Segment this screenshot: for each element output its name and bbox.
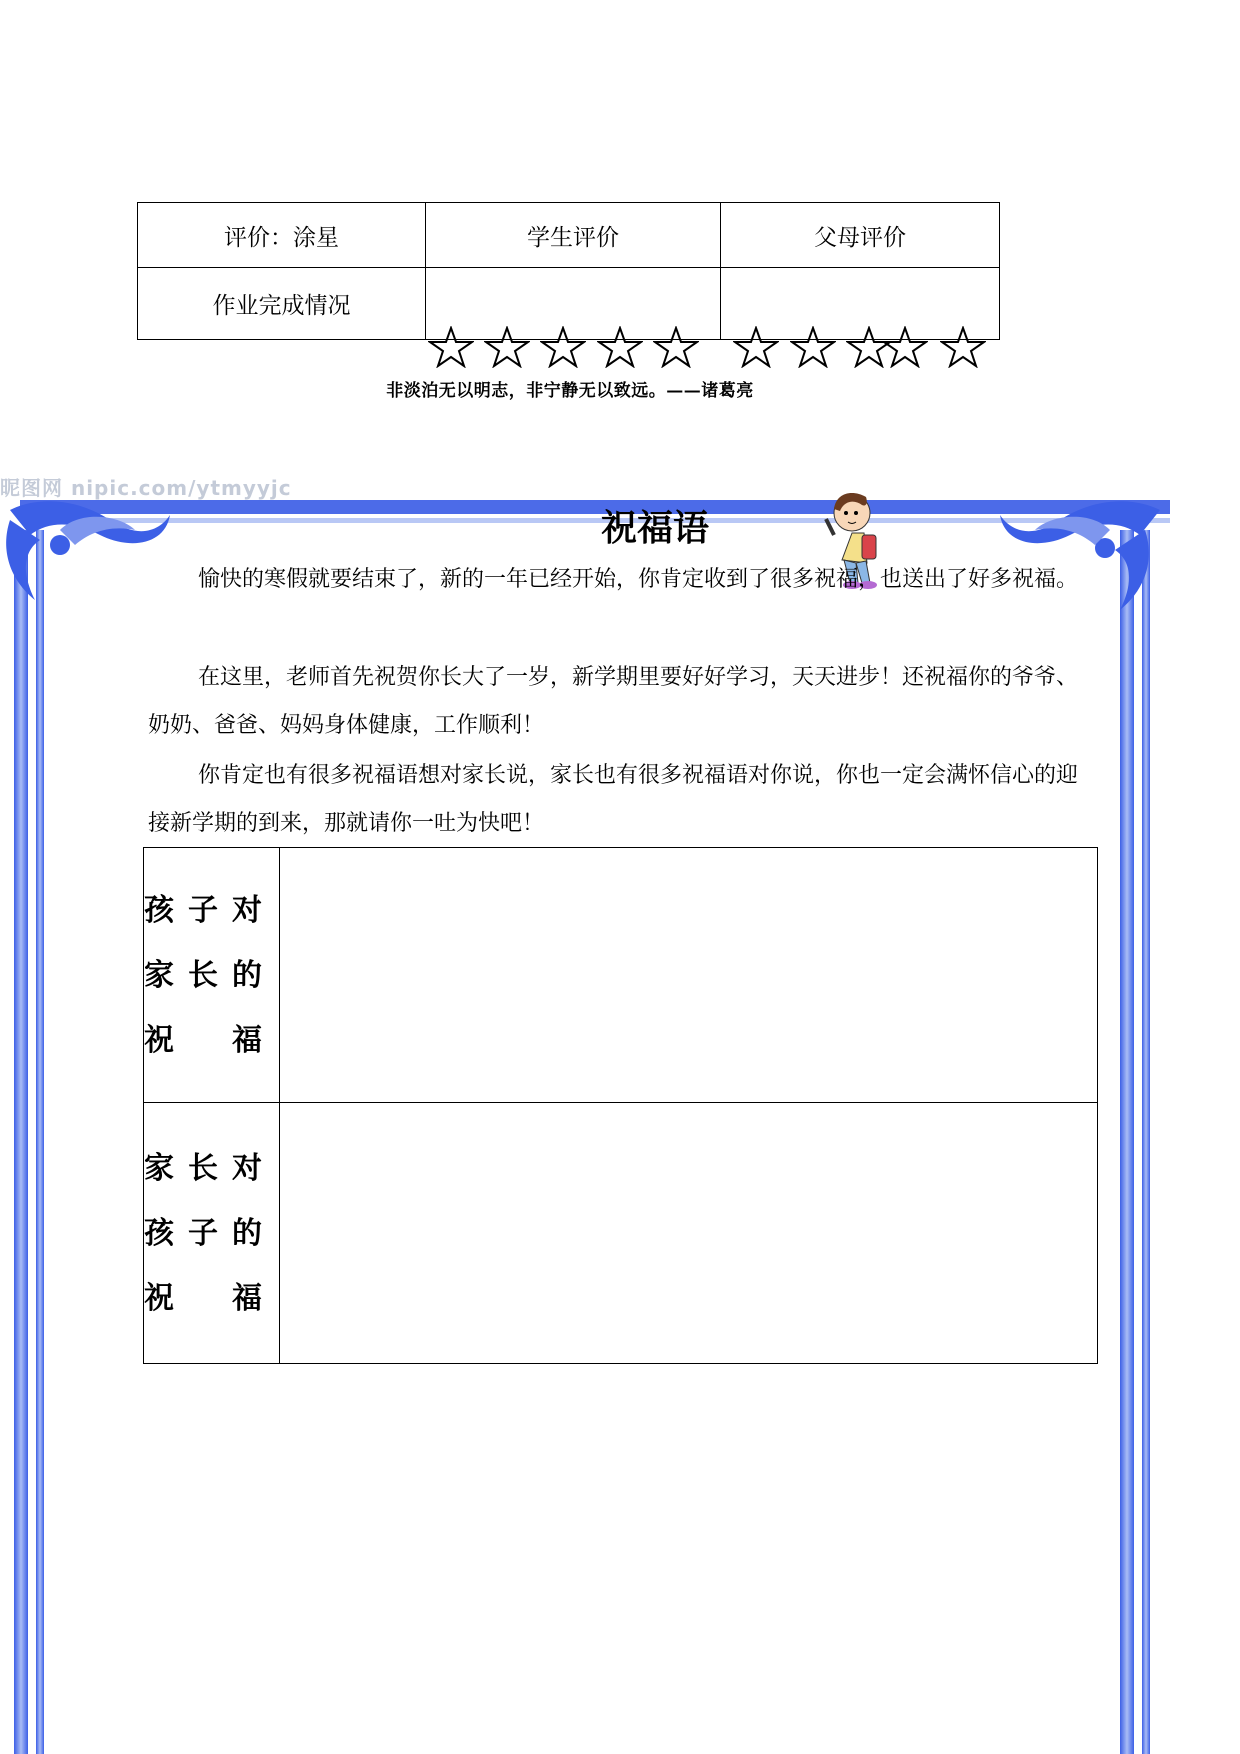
student-star-icon[interactable] bbox=[653, 326, 699, 368]
quote-text: 非淡泊无以明志，非宁静无以致远。——诸葛亮 bbox=[386, 381, 754, 401]
label-line: 家长对 bbox=[144, 1150, 276, 1186]
child-to-parent-label bbox=[144, 848, 280, 1103]
parent-star-icon[interactable] bbox=[940, 326, 986, 368]
label-line: 祝 福 bbox=[144, 1022, 276, 1058]
section-title bbox=[0, 500, 1240, 551]
parent-to-child-label bbox=[144, 1103, 280, 1364]
evaluation-table bbox=[137, 202, 1000, 340]
parent-star-icon[interactable] bbox=[790, 326, 836, 368]
homework-completion-label: 作业完成情况 bbox=[138, 268, 426, 340]
blessing-table bbox=[143, 847, 1098, 1364]
parent-eval-header: 父母评价 bbox=[721, 203, 1000, 268]
watermark: 昵图网 nipic.com/ytmyyjc bbox=[0, 476, 292, 500]
parent-to-child-blessing-field[interactable] bbox=[280, 1103, 1098, 1364]
parent-star-icon[interactable] bbox=[882, 326, 928, 368]
student-star-icon[interactable] bbox=[540, 326, 586, 368]
student-star-icon[interactable] bbox=[484, 326, 530, 368]
student-star-icon[interactable] bbox=[428, 326, 474, 368]
student-eval-header: 学生评价 bbox=[426, 203, 721, 268]
child-to-parent-blessing-field[interactable] bbox=[280, 848, 1098, 1103]
evaluator-header: 评价：涂星 bbox=[138, 203, 426, 268]
label-line: 孩子的 bbox=[144, 1215, 276, 1251]
student-star-rating[interactable] bbox=[0, 326, 1240, 366]
paragraph-1: 愉快的寒假就要结束了，新的一年已经开始，你肯定收到了很多祝福，也送出了好多祝福。 bbox=[198, 567, 1079, 592]
section-title-text: 祝福语 bbox=[600, 507, 709, 549]
paragraph-2: 在这里，老师首先祝贺你长大了一岁，新学期里要好好学习，天天进步！还祝福你的爷爷、奶奶、爸爸、妈妈身体健康，工作顺利！ bbox=[148, 665, 1079, 738]
label-line: 家长的 bbox=[144, 957, 276, 993]
quote bbox=[0, 376, 1240, 401]
paragraph-3: 你肯定也有很多祝福语想对家长说，家长也有很多祝福语对你说，你也一定会满怀信心的迎接新学期的到来，那就请你一吐为快吧！ bbox=[148, 763, 1079, 836]
label-line: 祝 福 bbox=[144, 1280, 276, 1316]
student-star-icon[interactable] bbox=[597, 326, 643, 368]
parent-star-icon[interactable] bbox=[733, 326, 779, 368]
label-line: 孩子对 bbox=[144, 892, 276, 928]
